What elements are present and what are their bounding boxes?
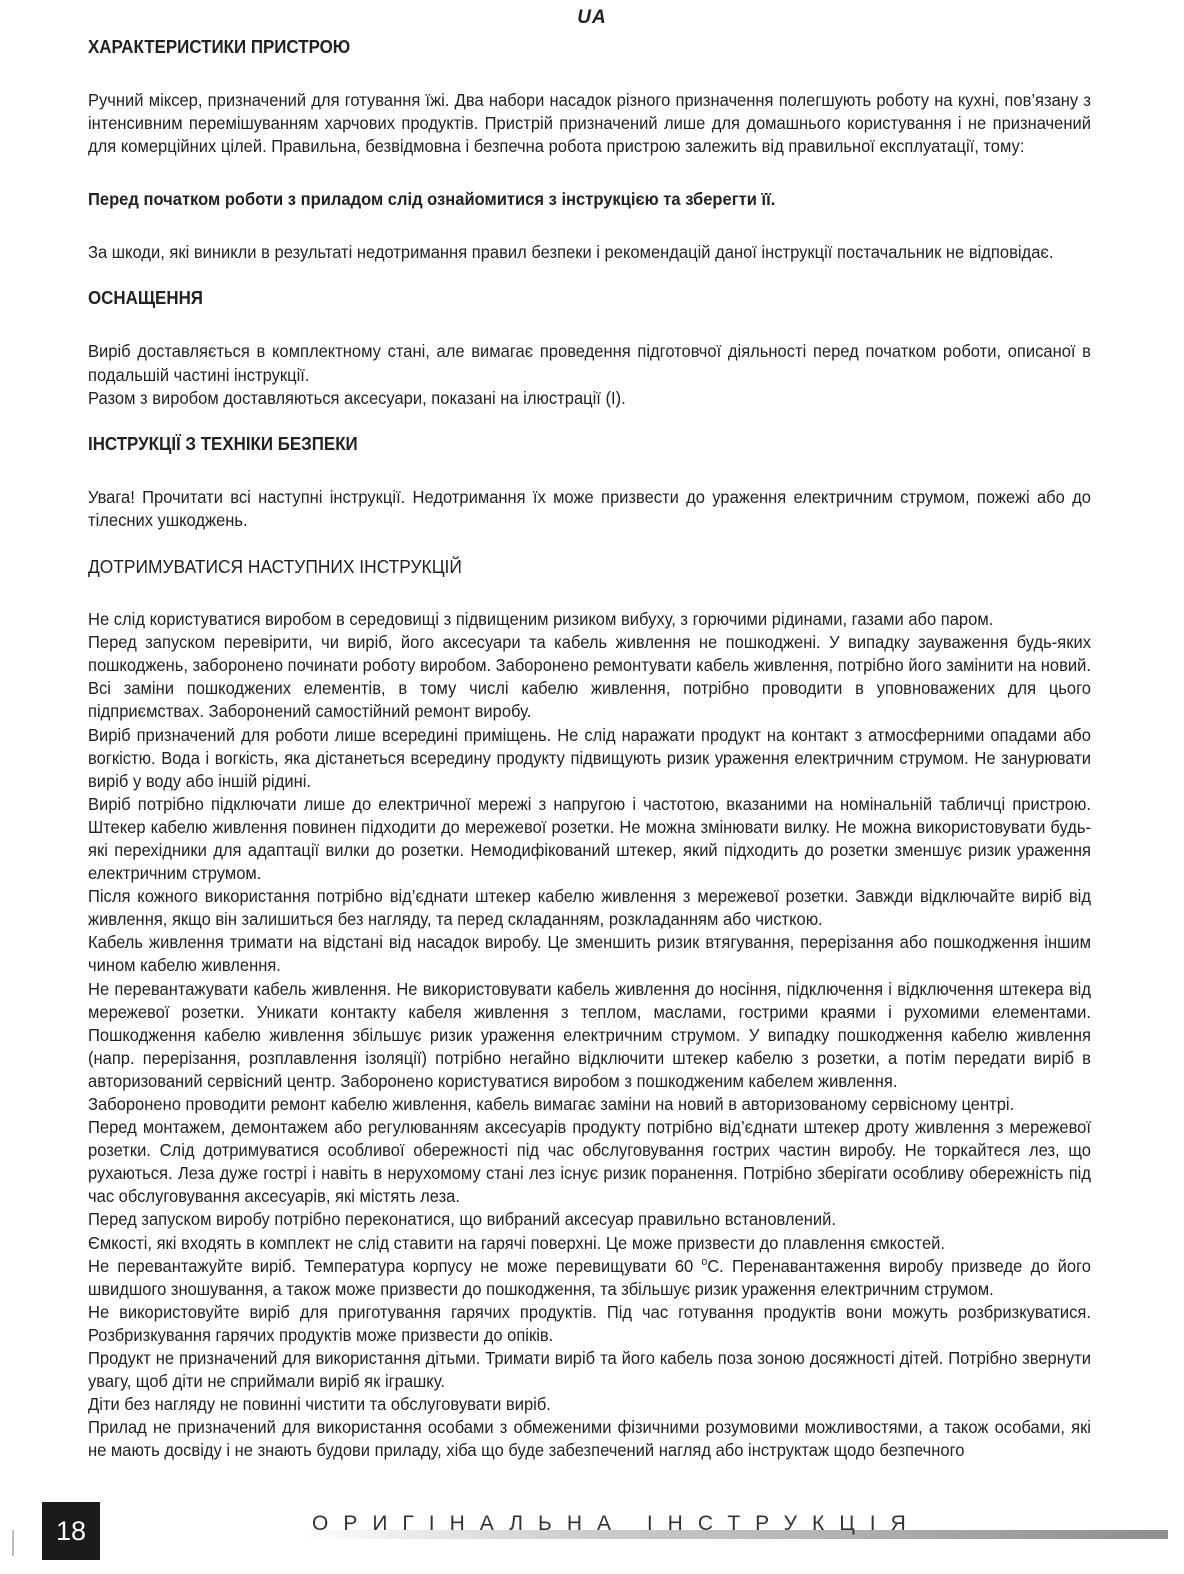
footer-label: ОРИГІНАЛЬНА ІНСТРУКЦІЯ	[312, 1512, 921, 1535]
read-manual-notice: Перед початком роботи з приладом слід ознайомитися з інструкцією та зберегти її.	[88, 189, 776, 210]
instruction-item: Виріб призначений для роботи лише всередині приміщень. Не слід наражати продукт на контакт з атмосферними опадами або вогкістю. Вода і вогкість, яка дістанеться всередину продукту підвищують ризик ураження електричним струмом. Не занурювати виріб у воду або іншій рідині.	[88, 724, 1091, 791]
features-heading: ХАРАКТЕРИСТИКИ ПРИСТРОЮ	[88, 37, 351, 57]
instruction-item: Діти без нагляду не повинні чистити та обслуговувати виріб.	[88, 1394, 551, 1415]
instruction-item: Не перевантажувати кабель живлення. Не використовувати кабель живлення до носіння, підключення і відключення штекера від мережевої розетки. Уникати контакту кабеля живлення з теплом, маслами, гострими краями і рухомими елементами. Пошкодження кабелю живлення збільшує ризик ураження електричним струмом. У випадку пошкодження кабелю живлення (напр. перерізання, розплавлення ізоляції) потрібно негайно відключити штекер кабелю з розетки, а потім передати виріб в авторизований сервісний центр. Заборонено користуватися виробом з пошкодженим кабелем живлення.	[88, 978, 1091, 1091]
equipment-heading: ОСНАЩЕННЯ	[88, 288, 203, 309]
temperature-instruction	[88, 1255, 1091, 1301]
features-paragraph: Ручний міксер, призначений для готування їжі. Два набори насадок різного призначення полегшують роботу на кухні, пов’язану з інтенсивним перемішуванням харчових продуктів. Пристрій призначений лише для домашнього користування і не призначений для комерційних цілей. Правильна, безвідмовна і безпечна робота пристрою залежить від правильної експлуатації, тому:	[88, 90, 1091, 157]
instruction-item: Після кожного використання потрібно від’єднати штекер кабелю живлення з мережевої розетки. Завжди відключайте виріб від живлення, якщо він залишиться без нагляду, та перед складанням, розкладанням або чисткою.	[88, 886, 1091, 930]
safety-warning: Увага! Прочитати всі наступні інструкції. Недотримання їх може призвести до ураження електричним струмом, пожежі або до тілесних ушкоджень.	[88, 486, 1091, 530]
temperature-text-end: C. Перенавантаження виробу призведе до його швидшого зношування, а також може призвести до пошкодження, та збільшує ризик ураження електричним струмом.	[88, 1255, 1091, 1299]
safety-heading: ІНСТРУКЦІЇ З ТЕХНІКИ БЕЗПЕКИ	[88, 433, 358, 454]
instruction-item: Заборонено проводити ремонт кабелю живлення, кабель вимагає заміни на новий в авторизованому сервісному центрі.	[88, 1094, 1015, 1114]
instruction-item: Не слід користуватися виробом в середовищі з підвищеним ризиком вибуху, з горючими рідинами, газами або паром.	[88, 609, 994, 630]
instruction-item: Кабель живлення тримати на відстані від насадок виробу. Це зменшить ризик втягування, перерізання або пошкодження іншим чином кабелю живлення.	[88, 932, 1091, 976]
instruction-item: Ємкості, які входять в комплект не слід ставити на гарячі поверхні. Це може призвести до плавлення ємкостей.	[88, 1232, 945, 1253]
liability-paragraph: За шкоди, які виникли в результаті недотримання правил безпеки і рекомендацій даної інструкції постачальник не відповідає.	[88, 242, 1054, 263]
instruction-item: Перед запуском перевірити, чи виріб, його аксесуари та кабель живлення не пошкоджені. У випадку зауваження будь-яких пошкоджень, заборонено починати роботу виробом. Заборонено ремонтувати кабель живлення, потрібно його замінити на новий. Всі заміни пошкоджених елементів, в тому числі кабелю живлення, потрібно проводити в уповноважених для цього підприємствах. Заборонений самостійний ремонт виробу.	[88, 632, 1091, 722]
degree-symbol: o	[701, 1255, 708, 1268]
instruction-item: Виріб потрібно підключати лише до електричної мережі з напругою і частотою, вказаними на номінальній табличці пристрою. Штекер кабелю живлення повинен підходити до мережевої розетки. Не можна змінювати вилку. Не можна використовувати будь-які перехідники для адаптації вилки до розетки. Немодифікований штекер, який підходить до розетки зменшує ризик ураження електричним струмом.	[88, 793, 1091, 884]
instruction-item: Продукт не призначений для використання дітьми. Тримати виріб та його кабель поза зоною досяжності дітей. Потрібно звернути увагу, щоб діти не сприймали виріб як іграшку.	[88, 1348, 1091, 1392]
instruction-list	[88, 608, 1091, 1462]
language-code: UA	[577, 7, 607, 28]
equipment-paragraph: Виріб доставляється в комплектному стані, але вимагає проведення підготовчої діяльності перед початком роботи, описаної в подальшій частині інструкції.	[88, 341, 1091, 385]
instruction-item: Не використовуйте виріб для приготування гарячих продуктів. Під час готування продуктів вони можуть розбризкуватися. Розбризкування гарячих продуктів може призвести до опіків.	[88, 1301, 1091, 1345]
accessories-paragraph: Разом з виробом доставляються аксесуари, показані на ілюстрації (I).	[88, 387, 626, 408]
temperature-text-start: Не перевантажуйте виріб. Температура корпусу не може перевищувати 60	[88, 1255, 702, 1276]
instruction-item: Перед запуском виробу потрібно переконатися, що вибраний аксесуар правильно встановлений.	[88, 1209, 836, 1230]
follow-instructions-heading: ДОТРИМУВАТИСЯ НАСТУПНИХ ІНСТРУКЦІЙ	[88, 555, 462, 577]
instruction-item: Прилад не призначений для використання особами з обмеженими фізичними розумовими можливостями, а також особами, які не мають досвіду і не знають будови приладу, хіба що буде забезпечений нагляд або інструктаж щодо безпечного	[88, 1417, 1091, 1461]
document-body	[88, 36, 1091, 1463]
page-number: 18	[42, 1502, 100, 1560]
instruction-item: Перед монтажем, демонтажем або регулюванням аксесуарів продукту потрібно від’єднати штекер дроту живлення з мережевої розетки. Слід дотримуватися особливої обережності під час обслуговування гострих частин виробу. Не торкайтеся лез, що рухаються. Леза дуже гострі і навіть в нерухомому стані лез існує ризик поранення. Потрібно зберігати особливу обережність під час обслуговування аксесуарів, які містять леза.	[88, 1117, 1091, 1207]
page-edge-mark	[12, 1530, 14, 1556]
